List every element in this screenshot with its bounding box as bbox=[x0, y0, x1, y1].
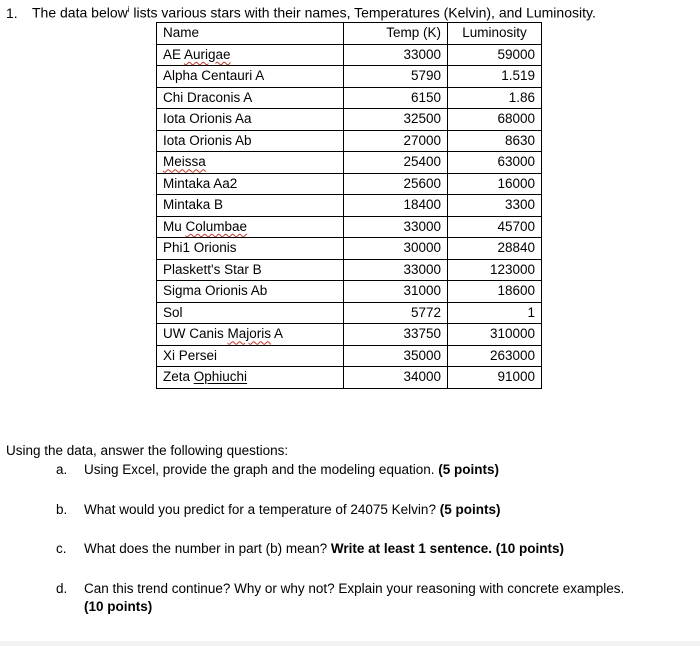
cell-temperature: 31000 bbox=[344, 281, 448, 303]
cell-luminosity: 28840 bbox=[448, 238, 542, 260]
item-letter: b. bbox=[56, 502, 68, 517]
item-letter: d. bbox=[56, 581, 68, 596]
cell-luminosity: 68000 bbox=[448, 109, 542, 131]
cell-temperature: 33750 bbox=[344, 324, 448, 346]
cell-star-name: AE Aurigae bbox=[157, 44, 344, 66]
question-title-before: The data below bbox=[32, 4, 128, 21]
item-text: Can this trend continue? Why or why not? Explain your reasoning with concrete examples. bbox=[84, 581, 625, 596]
item-points: (5 points) bbox=[438, 462, 499, 477]
question-item-c bbox=[56, 540, 564, 558]
table-row bbox=[157, 259, 542, 281]
star-data-table bbox=[156, 22, 542, 389]
table-row bbox=[157, 109, 542, 131]
cell-star-name: Mintaka Aa2 bbox=[157, 173, 344, 195]
table-row bbox=[157, 281, 542, 303]
cell-temperature: 5772 bbox=[344, 302, 448, 324]
item-points: Write at least 1 sentence. (10 points) bbox=[330, 541, 564, 556]
cell-star-name: Alpha Centauri A bbox=[157, 66, 344, 88]
cell-temperature: 35000 bbox=[344, 345, 448, 367]
table-row bbox=[157, 324, 542, 346]
cell-star-name: Sol bbox=[157, 302, 344, 324]
item-letter: c. bbox=[56, 541, 67, 556]
table-row bbox=[157, 173, 542, 195]
header-luminosity: Luminosity bbox=[448, 23, 542, 45]
table-header-row bbox=[157, 23, 542, 45]
cell-temperature: 6150 bbox=[344, 87, 448, 109]
question-item-a bbox=[56, 461, 499, 479]
table-row bbox=[157, 66, 542, 88]
cell-star-name: Mu Columbae bbox=[157, 216, 344, 238]
item-text: Using Excel, provide the graph and the modeling equation. bbox=[84, 462, 439, 477]
cell-luminosity: 1.86 bbox=[448, 87, 542, 109]
cell-star-name: Zeta Ophiuchi bbox=[157, 367, 344, 389]
question-title-mark: i bbox=[127, 5, 130, 14]
cell-temperature: 33000 bbox=[344, 259, 448, 281]
header-temp: Temp (K) bbox=[344, 23, 448, 45]
question-item-d bbox=[56, 580, 624, 616]
item-text: What would you predict for a temperature of 24075 Kelvin? bbox=[84, 502, 440, 517]
question-title-after: lists various stars with their names, Temperatures (Kelvin), and Luminosity. bbox=[129, 4, 596, 21]
cell-luminosity: 1 bbox=[448, 302, 542, 324]
item-letter: a. bbox=[56, 462, 68, 477]
item-text: What does the number in part (b) mean? bbox=[84, 541, 331, 556]
cell-star-name: Iota Orionis Aa bbox=[157, 109, 344, 131]
cell-star-name: Meissa bbox=[157, 152, 344, 174]
table-row bbox=[157, 152, 542, 174]
cell-star-name: Sigma Orionis Ab bbox=[157, 281, 344, 303]
cell-temperature: 34000 bbox=[344, 367, 448, 389]
cell-luminosity: 123000 bbox=[448, 259, 542, 281]
cell-star-name: Phi1 Orionis bbox=[157, 238, 344, 260]
table-row bbox=[157, 87, 542, 109]
header-name: Name bbox=[157, 23, 344, 45]
question-title bbox=[6, 1, 596, 22]
table-row bbox=[157, 195, 542, 217]
cell-temperature: 5790 bbox=[344, 66, 448, 88]
item-points: (5 points) bbox=[439, 502, 501, 517]
cell-star-name: Mintaka B bbox=[157, 195, 344, 217]
cell-star-name: Xi Persei bbox=[157, 345, 344, 367]
question-item-b bbox=[56, 501, 500, 519]
cell-luminosity: 1.519 bbox=[448, 66, 542, 88]
cell-star-name: Iota Orionis Ab bbox=[157, 130, 344, 152]
table-row bbox=[157, 238, 542, 260]
cell-star-name: Plaskett's Star B bbox=[157, 259, 344, 281]
cell-temperature: 33000 bbox=[344, 216, 448, 238]
cell-temperature: 25400 bbox=[344, 152, 448, 174]
cell-luminosity: 45700 bbox=[448, 216, 542, 238]
cell-temperature: 25600 bbox=[344, 173, 448, 195]
cell-luminosity: 63000 bbox=[448, 152, 542, 174]
table-row bbox=[157, 345, 542, 367]
cell-temperature: 30000 bbox=[344, 238, 448, 260]
cell-luminosity: 16000 bbox=[448, 173, 542, 195]
cell-luminosity: 263000 bbox=[448, 345, 542, 367]
table-row bbox=[157, 130, 542, 152]
page-bottom-edge bbox=[0, 641, 700, 646]
cell-luminosity: 18600 bbox=[448, 281, 542, 303]
cell-luminosity: 91000 bbox=[448, 367, 542, 389]
instructions-intro: Using the data, answer the following questions: bbox=[6, 443, 289, 458]
cell-luminosity: 59000 bbox=[448, 44, 542, 66]
cell-star-name: UW Canis Majoris A bbox=[157, 324, 344, 346]
table-row bbox=[157, 367, 542, 389]
table-row bbox=[157, 216, 542, 238]
item-points: (10 points) bbox=[84, 599, 153, 614]
table-row bbox=[157, 44, 542, 66]
cell-luminosity: 8630 bbox=[448, 130, 542, 152]
cell-luminosity: 3300 bbox=[448, 195, 542, 217]
table-row bbox=[157, 302, 542, 324]
cell-star-name: Chi Draconis A bbox=[157, 87, 344, 109]
cell-temperature: 18400 bbox=[344, 195, 448, 217]
cell-temperature: 33000 bbox=[344, 44, 448, 66]
cell-temperature: 27000 bbox=[344, 130, 448, 152]
cell-temperature: 32500 bbox=[344, 109, 448, 131]
cell-luminosity: 310000 bbox=[448, 324, 542, 346]
question-number: 1. bbox=[6, 4, 18, 21]
